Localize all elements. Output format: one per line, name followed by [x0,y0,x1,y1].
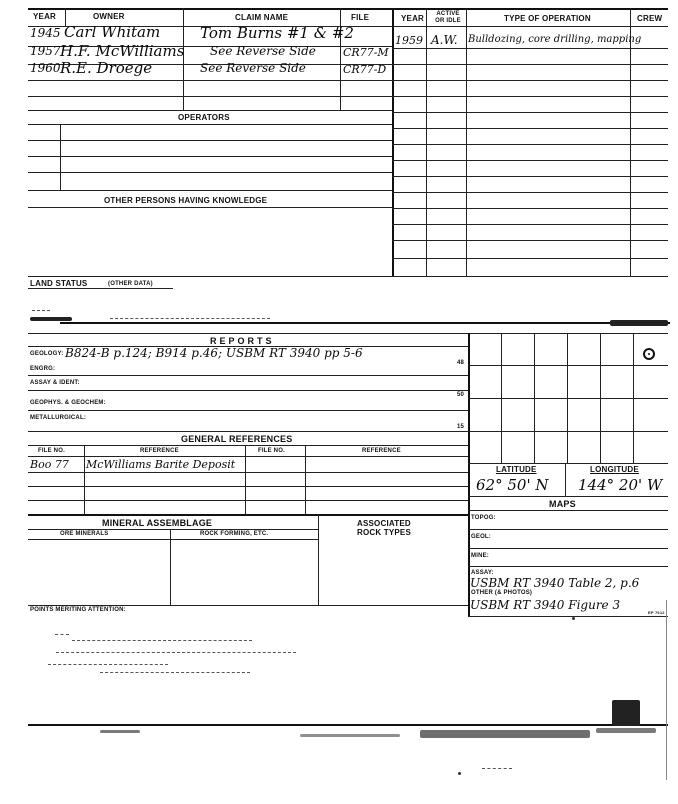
general-references-title: GENERAL REFERENCES [181,434,293,444]
scan-smudge [100,730,140,733]
header-claim-name: CLAIM NAME [235,13,289,22]
ore-minerals-label: ORE MINERALS [60,531,109,537]
grid-line [28,390,468,391]
grid-line [318,514,319,605]
grid-line [28,207,392,208]
scan-mark [55,634,69,636]
grid-line [468,398,668,399]
grid-line [28,333,668,334]
form-code: EP 7612 [648,610,665,615]
other-persons-title: OTHER PERSONS HAVING KNOWLEDGE [104,196,268,205]
header-year-2: YEAR [401,14,425,23]
owner-row-claim: See Reverse Side [210,44,316,58]
grid-line [468,431,668,432]
grid-line [28,486,468,487]
land-status-title: LAND STATUS [30,279,88,288]
grid-line [28,472,468,473]
scan-smudge [596,728,656,733]
col-reference-2: REFERENCE [362,448,401,454]
scan-mark [32,310,50,312]
scan-mark [100,672,250,674]
scan-smudge [610,320,668,326]
land-status-subtitle: (OTHER DATA) [108,281,153,287]
grid-line [28,431,468,432]
header-active-idle: ACTIVE OR IDLE [435,11,461,24]
grid-line [84,445,85,515]
owner-row-year: 1957 [30,44,61,58]
grid-line [392,160,668,161]
grid-line [468,496,668,497]
assay-ident-label: ASSAY & IDENT: [30,380,80,386]
header-type-of-operation: TYPE OF OPERATION [504,14,591,23]
grid-line [28,172,392,173]
grid-line [468,529,668,530]
header-year: YEAR [33,12,57,21]
grid-line [392,192,668,193]
grid-line [28,539,318,540]
col-file-no-2: FILE NO. [258,448,285,454]
topog-label: TOPOG: [471,515,496,521]
rock-types-label: ROCK TYPES [357,528,412,537]
owner-row-year: 1945 [30,26,61,40]
grid-line [28,514,468,516]
grid-line [392,176,668,177]
grid-line [170,529,171,605]
operation-row-status: A.W. [431,33,458,47]
grid-line [392,80,668,81]
geology-value: B824-B p.124; B914 p.46; USBM RT 3940 pp 5-6 [65,346,363,360]
grid-line [392,48,668,49]
owner-row-year: 1960 [30,61,61,75]
scan-smudge [300,734,400,737]
scan-smudge [30,317,72,321]
grid-line [468,463,668,464]
other-photos-value: USBM RT 3940 Figure 3 [470,598,621,612]
grid-line [392,112,668,113]
target-circle-icon [643,348,655,360]
operation-row-type: Bulldozing, core drilling, mapping [468,34,642,45]
grid-line [468,333,470,616]
assay-map-value: USBM RT 3940 Table 2, p.6 [470,576,640,590]
grid-line [28,140,392,141]
grid-line [60,124,61,190]
grid-line [28,445,468,446]
grid-line [392,208,668,209]
maps-title: MAPS [549,499,576,509]
scan-smudge [612,700,640,726]
operators-title: OPERATORS [178,113,230,122]
grid-line [468,616,668,617]
owner-row-claim: See Reverse Side [200,61,306,75]
grid-line [28,410,468,411]
scan-smudge-band [60,322,670,324]
owner-row-file: CR77-M [343,46,389,59]
mine-label: MINE: [471,553,489,559]
owner-row-owner: Carl Whitam [64,23,161,41]
scan-mark [48,664,168,666]
engrg-label: ENGRG: [30,366,56,372]
header-file: FILE [351,13,370,22]
header-owner: OWNER [93,12,125,21]
header-crew: CREW [637,14,663,23]
scan-speck [572,617,575,620]
grid-line [28,80,392,81]
grid-line [28,724,668,726]
grid-line [392,144,668,145]
metallurgical-label: METALLURGICAL: [30,415,87,421]
latitude-value: 62° 50' N [476,476,549,494]
owner-row-file: CR77-D [343,63,387,76]
margin-number-50: 50 [457,392,465,398]
grid-line [28,500,468,501]
grid-line [28,110,392,111]
grid-line [392,276,668,277]
reports-title: REPORTS [210,336,275,346]
points-meriting-title: POINTS MERITING ATTENTION: [30,607,126,613]
grid-line [392,64,668,65]
col-file-no: FILE NO. [38,448,65,454]
longitude-label: LONGITUDE [590,465,639,474]
grid-line [565,463,566,496]
associated-label: ASSOCIATED [357,519,411,528]
reference-text: McWilliams Barite Deposit [86,458,236,471]
grid-line [28,605,468,606]
grid-line [392,128,668,129]
grid-line [28,96,392,97]
mineral-assemblage-title: MINERAL ASSEMBLAGE [102,518,213,528]
grid-line [392,96,668,97]
scan-smudge [420,730,590,738]
col-reference: REFERENCE [140,448,179,454]
grid-line [392,258,668,259]
rock-forming-label: ROCK FORMING, ETC. [200,531,269,537]
grid-line [392,224,668,225]
grid-line [468,548,668,549]
latitude-label: LATITUDE [496,465,537,474]
geol-label: GEOL: [471,534,491,540]
scan-mark [72,640,252,642]
reference-file-no: Boo 77 [30,458,69,471]
owner-row-owner: R.E. Droege [60,59,153,77]
grid-line [28,276,392,277]
geology-label: GEOLOGY: [30,351,64,357]
geophys-label: GEOPHYS. & GEOCHEM: [30,400,106,406]
assay-label: ASSAY: [471,570,494,576]
margin-number-15: 15 [457,424,465,430]
other-photos-label: OTHER (& PHOTOS) [471,590,533,596]
grid-line [28,288,173,289]
grid-line [28,156,392,157]
operation-row-year: 1959 [395,34,423,47]
grid-line [28,190,392,191]
longitude-value: 144° 20' W [578,476,663,494]
grid-line [392,240,668,241]
grid-line [28,375,468,376]
grid-line [305,445,306,515]
grid-line [245,445,246,515]
grid-line [28,529,318,530]
top-rule [28,8,668,10]
scan-mark [56,652,296,654]
scan-mark [110,318,270,320]
grid-line [28,124,392,125]
owner-row-claim: Tom Burns #1 & #2 [200,24,354,42]
grid-line [28,456,468,457]
grid-line [468,566,668,567]
scan-speck [458,772,461,775]
grid-line [468,510,668,511]
margin-number-48: 48 [457,360,465,366]
scan-edge [666,600,667,780]
scan-mark [482,768,512,770]
grid-line [468,365,668,366]
owner-row-owner: H.F. McWilliams [60,42,185,60]
